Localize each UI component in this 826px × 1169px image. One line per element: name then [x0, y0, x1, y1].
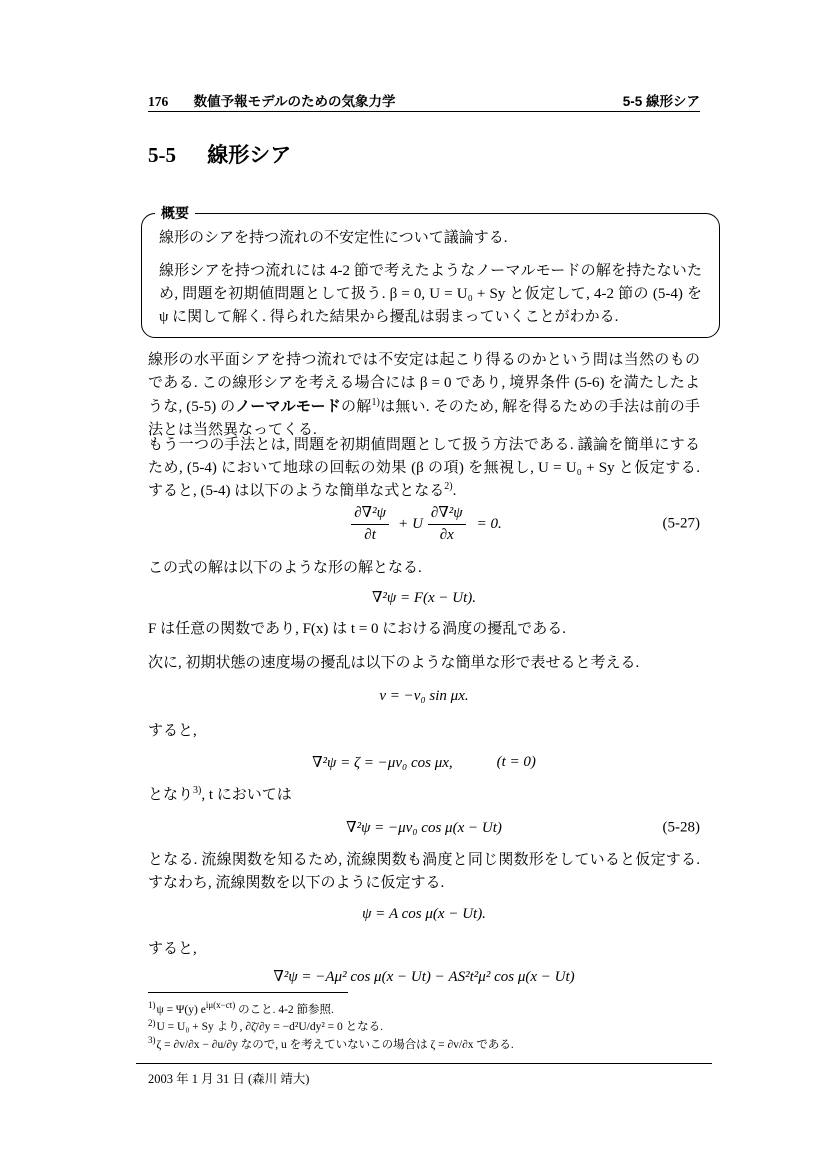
- abstract-paragraph-2: 線形シアを持つ流れには 4-2 節で考えたようなノーマルモードの解を持たないため, 問題を初期値問題として扱う. β = 0, U = U₀ + Sy と仮定して, 4-2 節の (5-4) を ψ に関して解く. 得られた結果から擾乱は弱まっていくことがわかる.: [159, 263, 702, 325]
- equation-laplacian-psi: [148, 965, 700, 988]
- equation-body: ψ = A cos μ(x − Ut).: [362, 906, 486, 922]
- body-paragraph-2: [148, 434, 700, 503]
- header-rule: [148, 111, 700, 112]
- paragraph-text: もう一つの手法とは, 問題を初期値問題として扱う方法である. 議論を簡単にするため, (5-4) において地球の回転の効果 (β の項) を無視し, U = U₀ + Sy と仮定する. すると, (5-4) は以下のような簡単な式となる: [148, 437, 700, 499]
- paragraph-text: 線形の水平面シアを持つ流れでは不安定は起こり得るのかという問は当然のものである. この線形シアを考える場合には β = 0 であり, 境界条件 (5-6) を満たしたような, (5-5) の: [148, 352, 700, 415]
- equation-psi: [148, 903, 700, 926]
- footnote-ref-3: 3): [193, 785, 202, 796]
- body-text-tonaru: となる. 流線関数を知るため, 流線関数も渦度と同じ関数形をしていると仮定する. すなわち, 流線関数を以下のように仮定する.: [148, 852, 700, 891]
- footnote-rule: [148, 992, 348, 993]
- equation-tag: (5-27): [662, 515, 700, 532]
- body-text-next-intro: 次に, 初期状態の速度場の擾乱は以下のような簡単な形で表せると考える.: [148, 655, 640, 671]
- fraction-numerator: ∂∇²ψ: [428, 504, 466, 525]
- footnote-text: ψ = Ψ(y) e: [156, 1003, 206, 1016]
- page-number: 176: [148, 94, 169, 109]
- footer-date-author: 2003 年 1 月 31 日 (森川 靖大): [148, 1072, 310, 1086]
- equation-body: ∇²ψ = ζ = −μv₀ cos μx,: [312, 755, 453, 771]
- paragraph-text: , t においては: [201, 787, 292, 803]
- footnote-marker-2: 2): [148, 1017, 156, 1028]
- fraction-numerator: ∂∇²ψ: [351, 504, 389, 525]
- fraction: [428, 504, 466, 545]
- body-text-suruto-2: すると,: [148, 941, 197, 957]
- footnote-ref-2: 2): [444, 481, 453, 492]
- abstract-label: 概要: [155, 203, 195, 223]
- footnote-marker-1: 1): [148, 1000, 156, 1010]
- equation-body: ∇²ψ = −Aμ² cos μ(x − Ut) − AS²t²μ² cos μ(x − Ut): [273, 969, 575, 985]
- equation-body: ∇²ψ = F(x − Ut).: [371, 590, 477, 606]
- section-number: 5-5: [148, 143, 176, 167]
- plus-operator: +: [397, 515, 409, 532]
- footnote-1: [148, 997, 713, 1019]
- equation-v: [148, 685, 700, 708]
- body-text-suruto-1: すると,: [148, 723, 197, 739]
- equation-solution: [148, 586, 700, 609]
- footer-rule: [136, 1063, 712, 1064]
- paragraph-text: .: [452, 483, 457, 499]
- header-section-ref: 5-5 線形シア: [622, 94, 700, 109]
- body-text-solution-intro: この式の解は以下のような形の解となる.: [148, 560, 422, 576]
- body-text-F-explanation: F は任意の関数であり, F(x) は t = 0 における渦度の擾乱である.: [148, 621, 567, 637]
- equation-tag: (5-28): [662, 819, 700, 835]
- footnote-ref-1: 1): [371, 397, 380, 408]
- abstract-box: [141, 205, 720, 338]
- footnotes: [148, 997, 713, 1054]
- fraction: [351, 504, 389, 545]
- equation-condition: (t = 0): [496, 754, 536, 770]
- equation-body: v = −v₀ sin μx.: [379, 688, 469, 704]
- paragraph-text: の解: [341, 399, 372, 415]
- equation-zeta-initial: [148, 751, 700, 774]
- paragraph-text: となり: [148, 787, 194, 803]
- fraction-denominator: ∂x: [439, 526, 454, 543]
- footnote-2: [148, 1019, 713, 1037]
- footnote-3: [148, 1037, 713, 1055]
- footnote-text: のこと. 4-2 節参照.: [235, 1003, 334, 1016]
- paragraph-text: は無い. そのため, 解を得るための手法は前の手法とは当然異なってくる.: [148, 399, 700, 438]
- equation-rhs: = 0.: [476, 515, 502, 532]
- page-header: [148, 90, 700, 110]
- body-text-tonari: [148, 784, 700, 807]
- body-paragraph-1: [148, 349, 700, 442]
- bold-term-normal-mode: ノーマルモード: [235, 398, 341, 415]
- section-title: [148, 139, 291, 169]
- equation-5-28: [148, 816, 700, 839]
- equation-body: ∇²ψ = −μv₀ cos μ(x − Ut): [346, 820, 502, 836]
- footnote-text: U = U₀ + Sy より, ∂ζ̄/∂y = −d²U/dy² = 0 となる.: [156, 1021, 384, 1034]
- coefficient-U: U: [412, 515, 423, 532]
- section-title-text: 線形シア: [207, 144, 292, 167]
- equation-5-27: [148, 501, 700, 547]
- fraction-denominator: ∂t: [364, 526, 376, 543]
- footnote-text: ζ = ∂v/∂x − ∂u/∂y なので, u を考えていないこの場合は ζ = ∂v/∂x である.: [156, 1038, 514, 1051]
- book-title: 数値予報モデルのための気象力学: [193, 94, 396, 109]
- abstract-paragraph-1: 線形のシアを持つ流れの不安定性について議論する.: [159, 230, 508, 246]
- exponent: iμ(x−ct): [205, 1000, 236, 1010]
- footnote-marker-3: 3): [148, 1035, 156, 1045]
